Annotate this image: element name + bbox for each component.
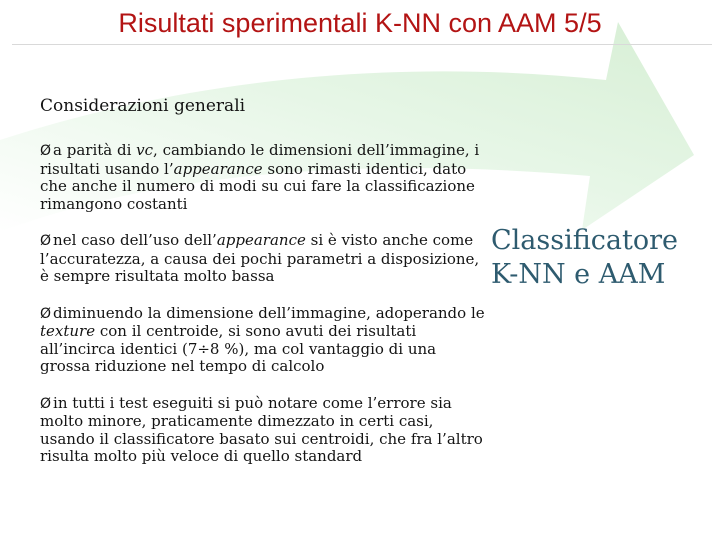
arrowhead-bullet-icon: Ø bbox=[40, 305, 52, 322]
content-area bbox=[40, 96, 488, 485]
bullet-item bbox=[40, 142, 488, 213]
slide-title: Risultati sperimentali K-NN con AAM 5/5 bbox=[118, 8, 602, 38]
bullet-italic-text: appearance bbox=[173, 159, 263, 178]
bullet-text: si è visto anche come l’accuratezza, a causa dei pochi parametri a disposizione, è sempre risultata molto bassa bbox=[40, 231, 480, 286]
side-title: Classificatore K-NN e AAM bbox=[491, 225, 678, 290]
title-divider bbox=[12, 44, 712, 45]
arrowhead-bullet-icon: Ø bbox=[40, 395, 52, 412]
bullet-italic-text: vc bbox=[136, 141, 154, 160]
bullet-text: diminuendo la dimensione dell’immagine, adoperando le bbox=[53, 303, 485, 322]
bullet-item bbox=[40, 395, 488, 466]
bullet-text: sono rimasti identici, dato che anche il numero di modi su cui fare la classificazione rimangono costanti bbox=[40, 159, 475, 213]
arrowhead-bullet-icon: Ø bbox=[40, 233, 52, 250]
bullet-text: in tutti i test eseguiti si può notare come l’errore sia molto minore, praticamente dimezzato in certi casi, usando il classificatore basato sui centroidi, che fra l’altro risulta molto più veloce di quello standard bbox=[40, 393, 483, 466]
bullet-item bbox=[40, 232, 488, 286]
bullet-italic-text: appearance bbox=[216, 231, 306, 250]
decorative-circle bbox=[489, 172, 525, 208]
section-heading: Considerazioni generali bbox=[40, 96, 246, 116]
bullet-italic-text: texture bbox=[40, 322, 96, 341]
bullet-text: , cambiando le dimensioni dell’immagine, i risultati usando l’ bbox=[40, 141, 480, 178]
bullet-item bbox=[40, 305, 488, 376]
arrowhead-bullet-icon: Ø bbox=[40, 143, 52, 160]
bullet-text: nel caso dell’uso dell’ bbox=[53, 231, 217, 250]
bullet-text: a parità di bbox=[53, 141, 137, 160]
bullet-text: con il centroide, si sono avuti dei risultati all’incirca identici (7÷8 %), ma col vantaggio di una grossa riduzione nel tempo di calcolo bbox=[40, 322, 437, 376]
